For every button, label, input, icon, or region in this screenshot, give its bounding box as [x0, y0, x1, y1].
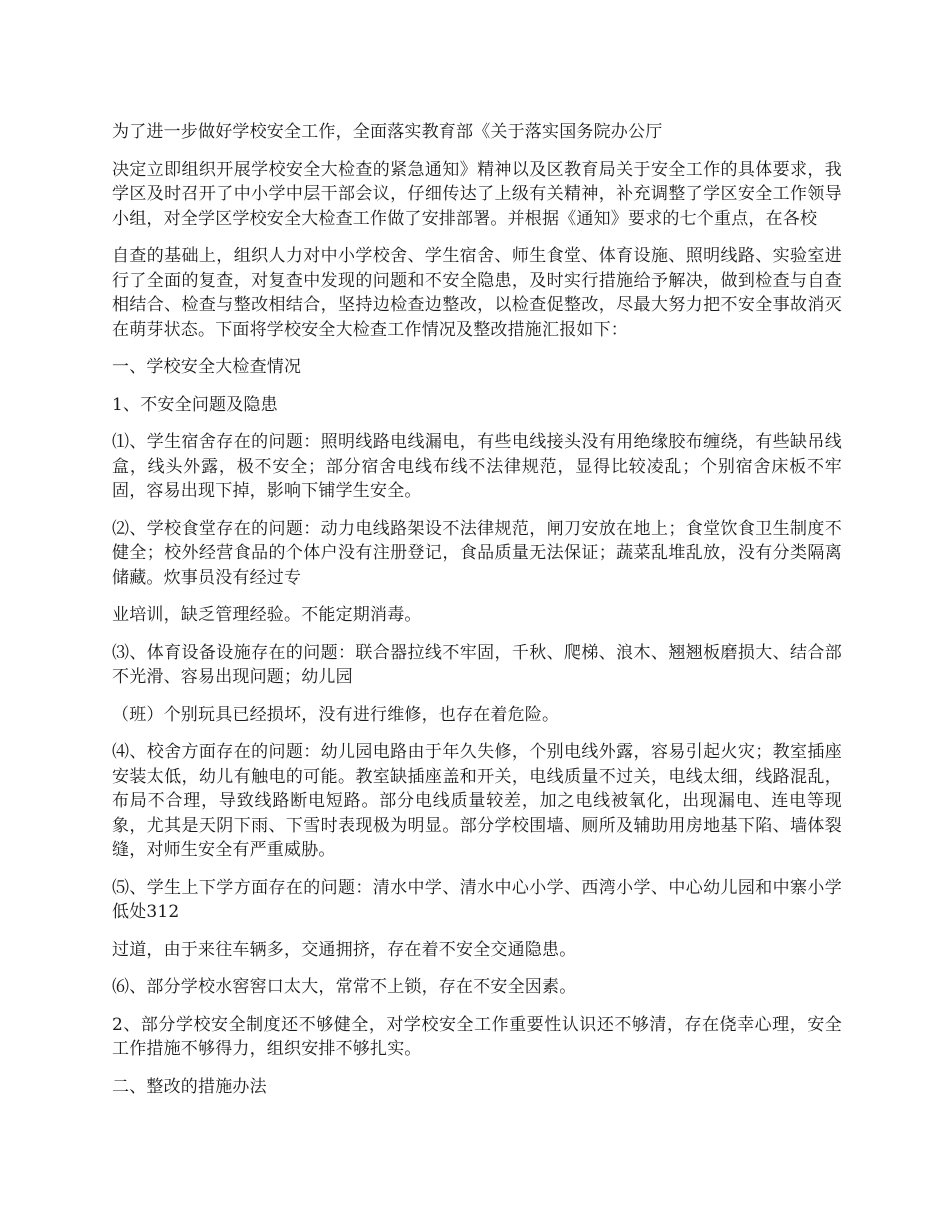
item-canteen: ⑵、学校食堂存在的问题：动力电线路架设不法律规范，闸刀安放在地上；食堂饮食卫生制度不健全；校外经营食品的个体户没有注册登记，食品质量无法保证；蔬菜乱堆乱放，没有分类隔离储藏。炊事员没有经过专	[112, 518, 842, 588]
item-water-cellar: ⑹、部分学校水窖窖口太大，常常不上锁，存在不安全因素。	[112, 977, 577, 997]
intro-paragraph: 为了进一步做好学校安全工作，全面落实教育部《关于落实国务院办公厅	[112, 122, 663, 142]
item-school-buildings: ⑷、校舍方面存在的问题：幼儿园电路由于年久失修，个别电线外露，容易引起火灾；教室插座安装太低，幼儿有触电的可能。教室缺插座盖和开关，电线质量不过关，电线太细，线路混乱，布局不合理，导致线路断电短路。部分电线质量较差，加之电线被氧化，出现漏电、连电等现象，尤其是天阴下雨、下雪时表现极为明显。部分学校围墙、厕所及辅助用房地基下陷、墙体裂缝，对师生安全有严重威胁。	[112, 742, 842, 860]
item-sports-continued: （班）个别玩具已经损坏，没有进行维修，也存在着危险。	[112, 704, 560, 725]
item-canteen-continued: 业培训，缺乏管理经验。不能定期消毒。	[112, 605, 422, 625]
self-check-paragraph: 自查的基础上，组织人力对中小学校舍、学生宿舍、师生食堂、体育设施、照明线路、实验室进行了全面的复查，对复查中发现的问题和不安全隐患，及时实行措施给予解决，做到检查与自查相结合、检查与整改相结合，坚持边检查边整改，以检查促整改，尽最大努力把不安全事故消灭在萌芽状态。下面将学校安全大检查工作情况及整改措施汇报如下：	[112, 246, 842, 340]
section-heading-rectification: 二、整改的措施办法	[112, 1076, 267, 1097]
document-body	[112, 120, 842, 1112]
subsection-heading-hazards: 1、不安全问题及隐患	[112, 394, 278, 415]
subsection-safety-system: 2、部分学校安全制度还不够健全，对学校安全工作重要性认识还不够清，存在侥幸心理，安全工作措施不够得力，组织安排不够扎实。	[112, 1014, 842, 1059]
section-heading-inspection: 一、学校安全大检查情况	[112, 357, 302, 377]
item-commute-continued: 过道，由于来往车辆多，交通拥挤，存在着不安全交通隐患。	[112, 939, 577, 960]
item-commute: ⑸、学生上下学方面存在的问题：清水中学、清水中心小学、西湾小学、中心幼儿园和中寨小学低处312	[112, 877, 842, 922]
item-dormitory: ⑴、学生宿舍存在的问题：照明线路电线漏电，有些电线接头没有用绝缘胶布缠绕，有些缺吊线盒，线头外露，极不安全；部分宿舍电线布线不法律规范，显得比较凌乱；个别宿舍床板不牢固，容易出现下掉，影响下铺学生安全。	[112, 432, 842, 501]
item-sports-facilities: ⑶、体育设备设施存在的问题：联合器拉线不牢固，千秋、爬梯、浪木、翘翘板磨损大、结合部不光滑、容易出现问题；幼儿园	[112, 642, 842, 687]
notice-paragraph: 决定立即组织开展学校安全大检查的紧急通知》精神以及区教育局关于安全工作的具体要求，我学区及时召开了中小学中层干部会议，仔细传达了上级有关精神，补充调整了学区安全工作领导小组，对全学区学校安全大检查工作做了安排部署。并根据《通知》要求的七个重点，在各校	[112, 159, 842, 229]
